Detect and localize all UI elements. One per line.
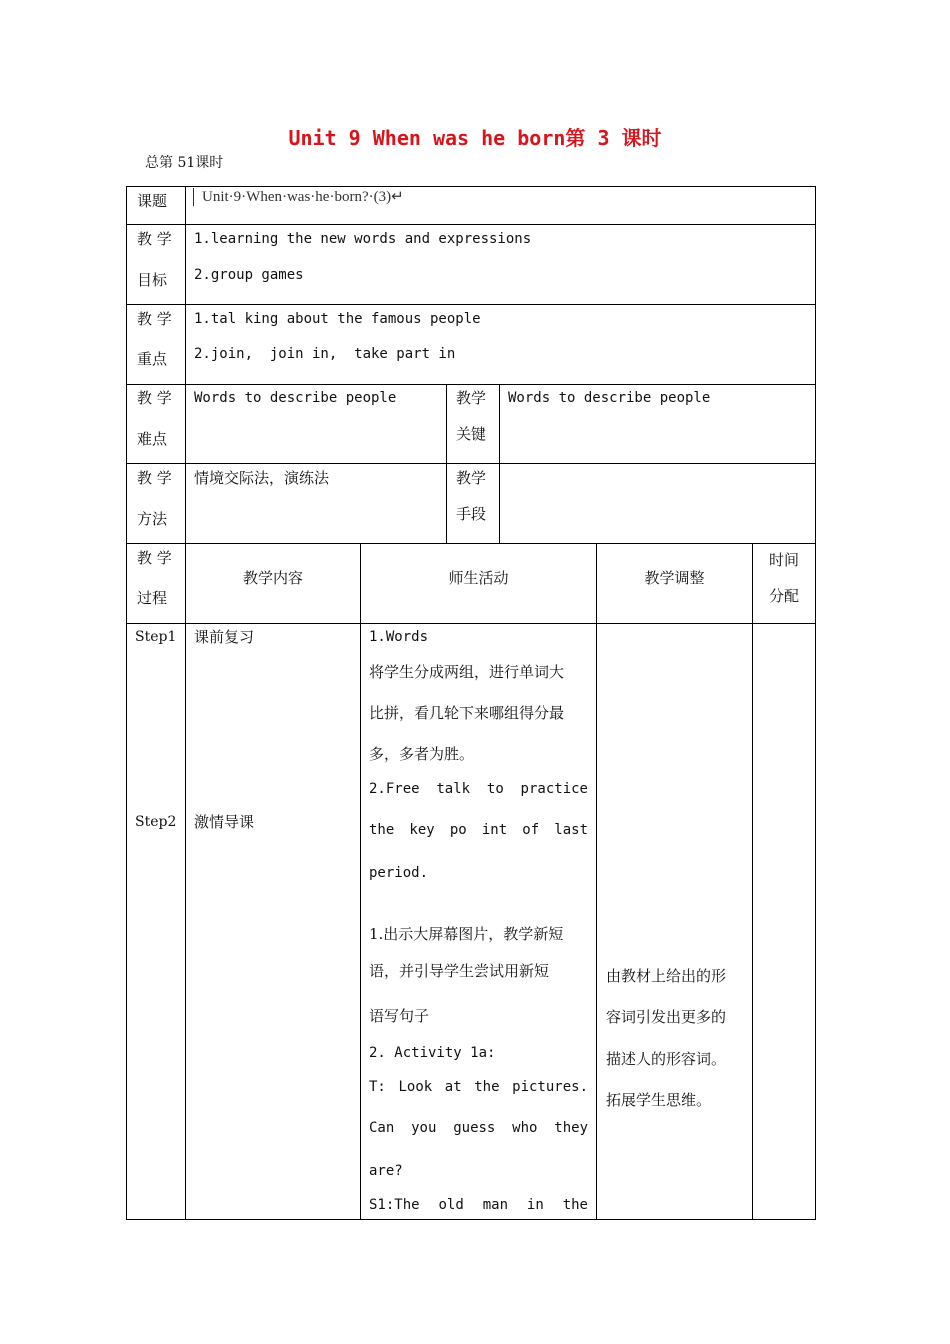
dialogue-line: are? [369,1163,403,1179]
process-label-2: 过程 [137,589,168,607]
objective-item: 1.learning the new words and expressions [194,231,532,247]
means-label-2: 手段 [456,505,487,523]
page-title: Unit 9 When was he born第 3 课时 [288,126,662,150]
step-content: 课前复习 [194,628,255,646]
free-talk-line: the key po int of last [369,822,588,838]
methods-value: 情境交际法，演练法 [194,469,330,487]
objective-item: 2.group games [194,267,304,283]
difficulties-label: 教 学 [137,389,172,407]
activity-1a: 2. Activity 1a: [369,1045,496,1061]
new-phrase-line: 语写句子 [369,1007,430,1025]
adjustment-line: 由教材上给出的形 [606,967,727,985]
free-talk-line: period. [369,865,429,881]
new-phrase-line: 1.出示大屏幕图片，教学新短 [369,925,564,943]
step-content: 激情导课 [194,813,255,831]
adjustment-line: 拓展学生思维。 [606,1091,712,1109]
difficulties-value: Words to describe people [194,390,397,406]
topic-label: 课题 [137,192,168,210]
objectives-label-2: 目标 [137,271,168,289]
key-point-item: 2.join, join in, take part in [194,346,456,362]
words-heading: 1.Words [369,629,429,645]
activity-line: 将学生分成两组，进行单词大 [369,663,565,681]
adjustment-line: 描述人的形容词。 [606,1050,727,1068]
header-time: 时间 [768,551,799,569]
objectives-label: 教 学 [137,230,172,248]
header-adjust: 教学调整 [644,569,705,587]
process-label: 教 学 [137,549,172,567]
lesson-total: 总第 51课时 [145,155,224,171]
new-phrase-line: 语，并引导学生尝试用新短 [369,962,550,980]
methods-label: 教 学 [137,469,172,487]
methods-label-2: 方法 [137,510,168,528]
free-talk-line: 2.Free talk to practice [369,781,588,797]
difficulties-label-2: 难点 [137,430,168,448]
activity-line: 多，多者为胜。 [369,745,475,763]
key-points-label-2: 重点 [137,350,168,368]
means-label: 教学 [456,469,487,487]
dialogue-line: Can you guess who they [369,1120,588,1136]
key-label: 教学 [456,389,487,407]
dialogue-line: T: Look at the pictures. [369,1079,588,1095]
adjustment-line: 容词引发出更多的 [606,1008,727,1026]
header-time-2: 分配 [768,587,799,605]
dialogue-line: S1:The old man in the [369,1197,588,1213]
step-label: Step1 [135,629,177,645]
key-points-label: 教 学 [137,310,172,328]
course-title: Unit·9·When·was·he·born?·(3)↵ [193,188,404,206]
activity-line: 比拼，看几轮下来哪组得分最 [369,704,565,722]
header-activities: 师生活动 [448,569,509,587]
header-content: 教学内容 [242,569,303,587]
key-label-2: 关键 [456,425,487,443]
step-label: Step2 [135,814,177,830]
key-value: Words to describe people [508,390,711,406]
key-point-item: 1.tal king about the famous people [194,311,481,327]
